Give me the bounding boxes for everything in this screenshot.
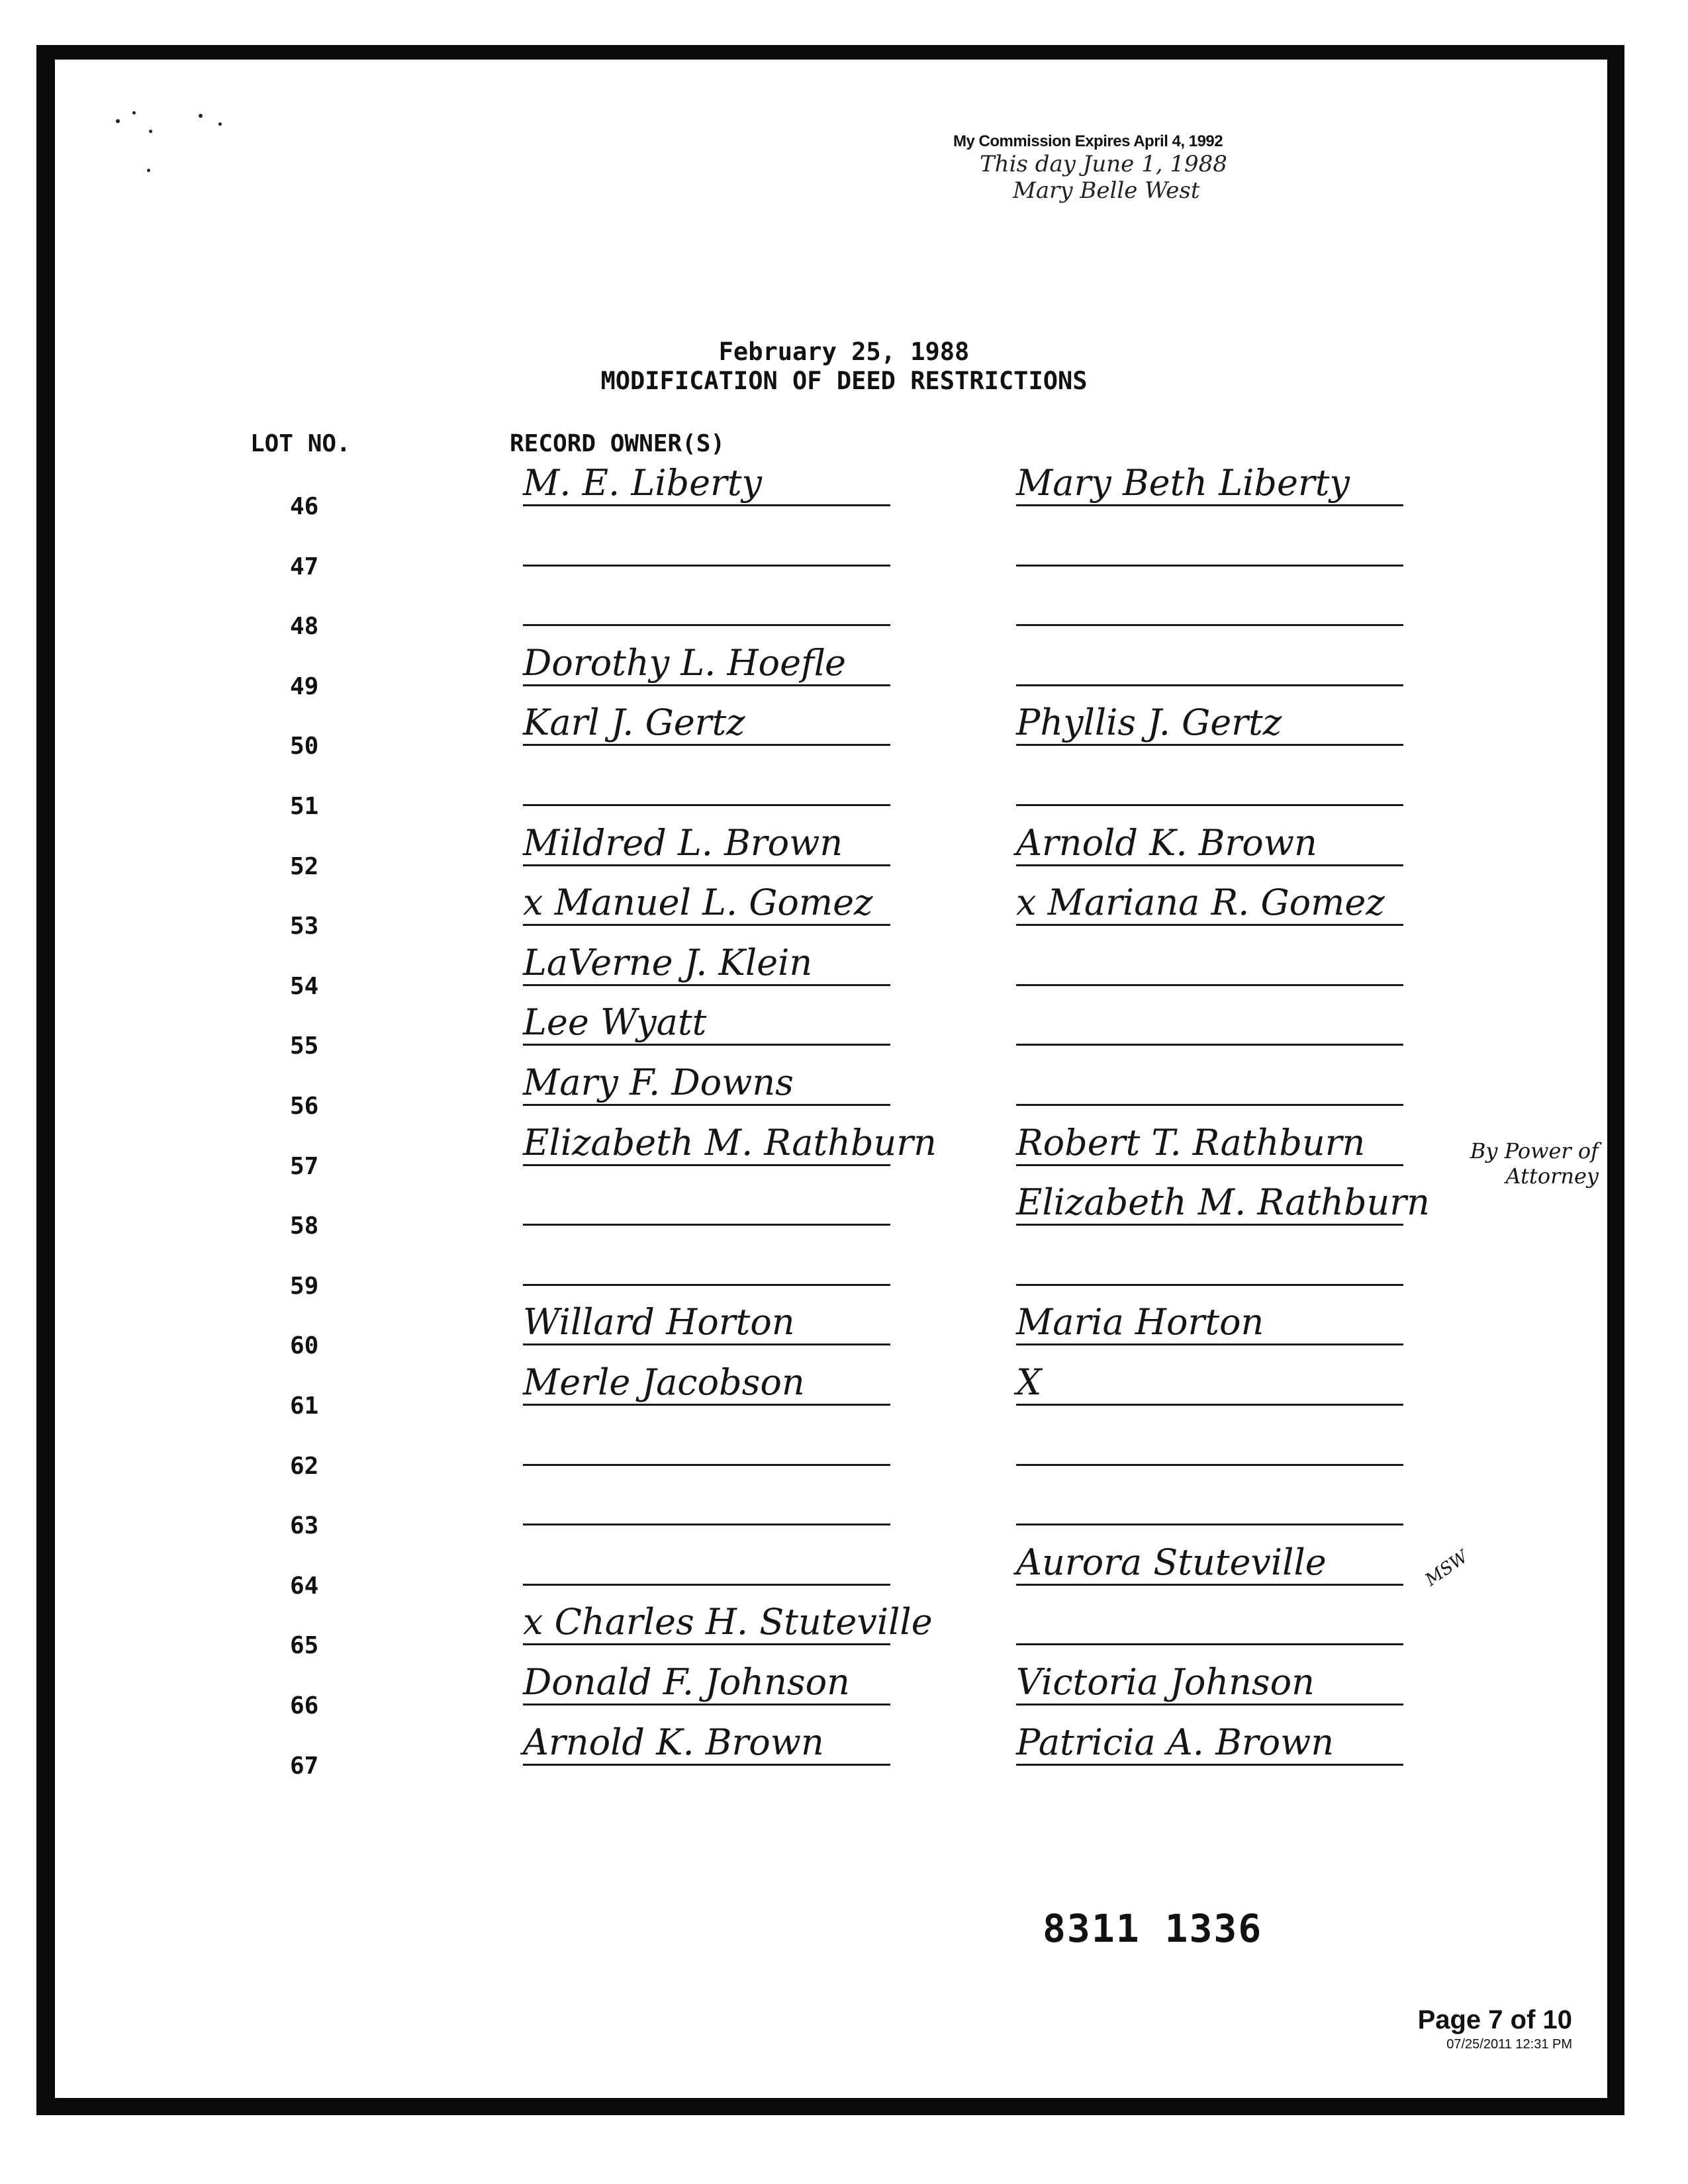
handwritten-signature: Elizabeth M. Rathburn: [523, 1122, 937, 1163]
lot-number-column-header: LOT NO.: [250, 430, 351, 457]
first-owner-signature-line: [523, 942, 890, 986]
handwritten-signature: Karl J. Gertz: [523, 702, 745, 743]
signature-rule: [523, 1044, 890, 1046]
first-owner-signature-line: [523, 1484, 890, 1525]
second-owner-signature-line: [1016, 1361, 1403, 1406]
second-owner-signature-line: [1016, 1122, 1403, 1166]
first-owner-signature-line: [523, 642, 890, 686]
signature-rule: [1016, 924, 1403, 926]
second-owner-signature-line: [1016, 1661, 1403, 1706]
second-owner-signature-line: [1016, 1484, 1403, 1525]
power-of-attorney-note: By Power of Attorney: [1470, 1138, 1599, 1189]
signature-rule: [523, 1404, 890, 1406]
signature-rule: [523, 1164, 890, 1166]
first-owner-signature-line: [523, 1301, 890, 1345]
scan-speck: [218, 122, 222, 126]
signature-rule: [1016, 744, 1403, 746]
document-title: MODIFICATION OF DEED RESTRICTIONS: [600, 367, 1088, 395]
signature-rule: [1016, 624, 1403, 626]
initials-annotation: MSW: [1421, 1547, 1472, 1590]
signature-rule: [523, 744, 890, 746]
signature-rule: [1016, 1464, 1403, 1466]
handwritten-signature: M. E. Liberty: [523, 462, 763, 504]
signature-rule: [523, 1224, 890, 1226]
handwritten-signature: Dorothy L. Hoefle: [523, 642, 847, 684]
scan-speck: [199, 114, 203, 118]
page-number: Page 7 of 10: [1417, 2005, 1572, 2034]
lot-number: 67: [290, 1752, 319, 1780]
table-row: [0, 1721, 1688, 1813]
document-heading: [0, 338, 1688, 396]
scan-speck: [147, 169, 150, 172]
signature-rule: [523, 684, 890, 686]
signature-rule: [523, 504, 890, 506]
signature-rule: [1016, 1104, 1403, 1106]
signature-rule: [1016, 1643, 1403, 1645]
first-owner-signature-line: [523, 1185, 890, 1226]
second-owner-signature-line: [1016, 945, 1403, 986]
signature-rule: [1016, 1404, 1403, 1406]
lot-number: 52: [290, 853, 319, 880]
second-owner-signature-line: [1016, 822, 1403, 866]
handwritten-signature: Victoria Johnson: [1016, 1661, 1315, 1703]
first-owner-signature-line: [523, 1001, 890, 1046]
lot-number: 47: [290, 553, 319, 580]
lot-number: 64: [290, 1572, 319, 1600]
print-timestamp: 07/25/2011 12:31 PM: [1446, 2037, 1572, 2052]
handwritten-signature: Mary Beth Liberty: [1016, 462, 1350, 504]
scan-speck: [116, 119, 120, 123]
first-owner-signature-line: [523, 702, 890, 746]
second-owner-signature-line: [1016, 525, 1403, 567]
second-owner-signature-line: [1016, 1721, 1403, 1766]
handwritten-signature: Phyllis J. Gertz: [1016, 702, 1282, 743]
handwritten-signature: x Mariana R. Gomez: [1016, 882, 1385, 923]
signature-rule: [523, 1643, 890, 1645]
handwritten-signature: Mildred L. Brown: [523, 822, 843, 864]
document-date: February 25, 1988: [718, 338, 970, 366]
lot-number: 48: [290, 613, 319, 640]
second-owner-signature-line: [1016, 1065, 1403, 1106]
handwritten-signature: x Manuel L. Gomez: [523, 882, 873, 923]
signature-rule: [1016, 864, 1403, 866]
record-owners-column-header: RECORD OWNER(S): [510, 430, 726, 457]
signature-rule: [1016, 1343, 1403, 1345]
handwritten-signature: Aurora Stuteville: [1016, 1541, 1327, 1583]
signature-rule: [523, 1764, 890, 1766]
signature-rule: [523, 1104, 890, 1106]
lot-number: 50: [290, 733, 319, 760]
signature-rule: [1016, 1284, 1403, 1286]
second-owner-signature-line: [1016, 765, 1403, 806]
lot-number: 65: [290, 1632, 319, 1659]
lot-number: 53: [290, 913, 319, 940]
signature-rule: [1016, 1224, 1403, 1226]
second-owner-signature-line: [1016, 1541, 1403, 1586]
signature-rule: [523, 624, 890, 626]
notary-date-line: This day June 1, 1988: [980, 151, 1227, 177]
signature-rule: [1016, 504, 1403, 506]
first-owner-signature-line: [523, 1721, 890, 1766]
handwritten-signature: Patricia A. Brown: [1016, 1721, 1335, 1763]
lot-number: 54: [290, 973, 319, 1000]
signature-rule: [523, 804, 890, 806]
signature-rule: [523, 1584, 890, 1586]
signature-rule: [1016, 984, 1403, 986]
lot-number: 58: [290, 1212, 319, 1240]
signature-rule: [1016, 1704, 1403, 1706]
handwritten-signature: Elizabeth M. Rathburn: [1016, 1181, 1430, 1223]
lot-number: 46: [290, 493, 319, 520]
signature-rule: [523, 984, 890, 986]
lot-number: 51: [290, 793, 319, 820]
signature-rule: [523, 924, 890, 926]
handwritten-signature: Donald F. Johnson: [523, 1661, 850, 1703]
scan-speck: [132, 111, 136, 114]
lot-number: 59: [290, 1273, 319, 1300]
recording-number: 8311 1336: [1043, 1906, 1263, 1951]
lot-number: 63: [290, 1512, 319, 1539]
signature-rule: [523, 1524, 890, 1525]
first-owner-signature-line: [523, 1425, 890, 1466]
handwritten-signature: Maria Horton: [1016, 1301, 1264, 1343]
first-owner-signature-line: [523, 1062, 890, 1106]
first-owner-signature-line: [523, 1122, 937, 1166]
second-owner-signature-line: [1016, 1005, 1403, 1046]
signature-rule: [1016, 1044, 1403, 1046]
notary-signature: Mary Belle West: [1013, 177, 1200, 204]
first-owner-signature-line: [523, 1661, 890, 1706]
handwritten-signature: Arnold K. Brown: [1016, 822, 1317, 864]
first-owner-signature-line: [523, 525, 890, 567]
second-owner-signature-line: [1016, 1301, 1403, 1345]
lot-number: 60: [290, 1332, 319, 1359]
signature-rule: [523, 1464, 890, 1466]
handwritten-signature: x Charles H. Stuteville: [523, 1601, 933, 1643]
handwritten-signature: X: [1016, 1361, 1042, 1403]
handwritten-signature: Merle Jacobson: [523, 1361, 805, 1403]
first-owner-signature-line: [523, 1545, 890, 1586]
first-owner-signature-line: [523, 585, 890, 626]
signature-rule: [523, 864, 890, 866]
first-owner-signature-line: [523, 882, 890, 926]
second-owner-signature-line: [1016, 1181, 1430, 1226]
lot-number: 61: [290, 1392, 319, 1420]
first-owner-signature-line: [523, 1361, 890, 1406]
second-owner-signature-line: [1016, 645, 1403, 686]
first-owner-signature-line: [523, 765, 890, 806]
lot-number: 66: [290, 1692, 319, 1719]
signature-rule: [523, 1704, 890, 1706]
signature-rule: [523, 1284, 890, 1286]
handwritten-signature: Arnold K. Brown: [523, 1721, 824, 1763]
second-owner-signature-line: [1016, 1425, 1403, 1466]
signature-rule: [523, 565, 890, 567]
first-owner-signature-line: [523, 1245, 890, 1286]
signature-rule: [523, 1343, 890, 1345]
notary-commission-expiry: My Commission Expires April 4, 1992: [953, 132, 1223, 150]
second-owner-signature-line: [1016, 702, 1403, 746]
lot-number: 49: [290, 673, 319, 700]
handwritten-signature: LaVerne J. Klein: [523, 942, 813, 983]
signature-rule: [1016, 1164, 1403, 1166]
first-owner-signature-line: [523, 462, 890, 506]
second-owner-signature-line: [1016, 462, 1403, 506]
signature-rule: [1016, 1524, 1403, 1525]
first-owner-signature-line: [523, 1601, 933, 1645]
second-owner-signature-line: [1016, 882, 1403, 926]
lot-number: 57: [290, 1153, 319, 1180]
lot-number: 62: [290, 1453, 319, 1480]
handwritten-signature: Lee Wyatt: [523, 1001, 707, 1043]
scan-speck: [149, 130, 152, 133]
first-owner-signature-line: [523, 822, 890, 866]
second-owner-signature-line: [1016, 1604, 1403, 1645]
signature-rule: [1016, 1764, 1403, 1766]
notary-block: [953, 132, 1350, 204]
lot-number: 55: [290, 1032, 319, 1060]
lot-number: 56: [290, 1093, 319, 1120]
signature-rule: [1016, 684, 1403, 686]
signature-rule: [1016, 1584, 1403, 1586]
handwritten-signature: Robert T. Rathburn: [1016, 1122, 1366, 1163]
second-owner-signature-line: [1016, 1245, 1403, 1286]
handwritten-signature: Mary F. Downs: [523, 1062, 794, 1103]
handwritten-signature: Willard Horton: [523, 1301, 795, 1343]
signature-rule: [1016, 804, 1403, 806]
second-owner-signature-line: [1016, 585, 1403, 626]
signature-rule: [1016, 565, 1403, 567]
